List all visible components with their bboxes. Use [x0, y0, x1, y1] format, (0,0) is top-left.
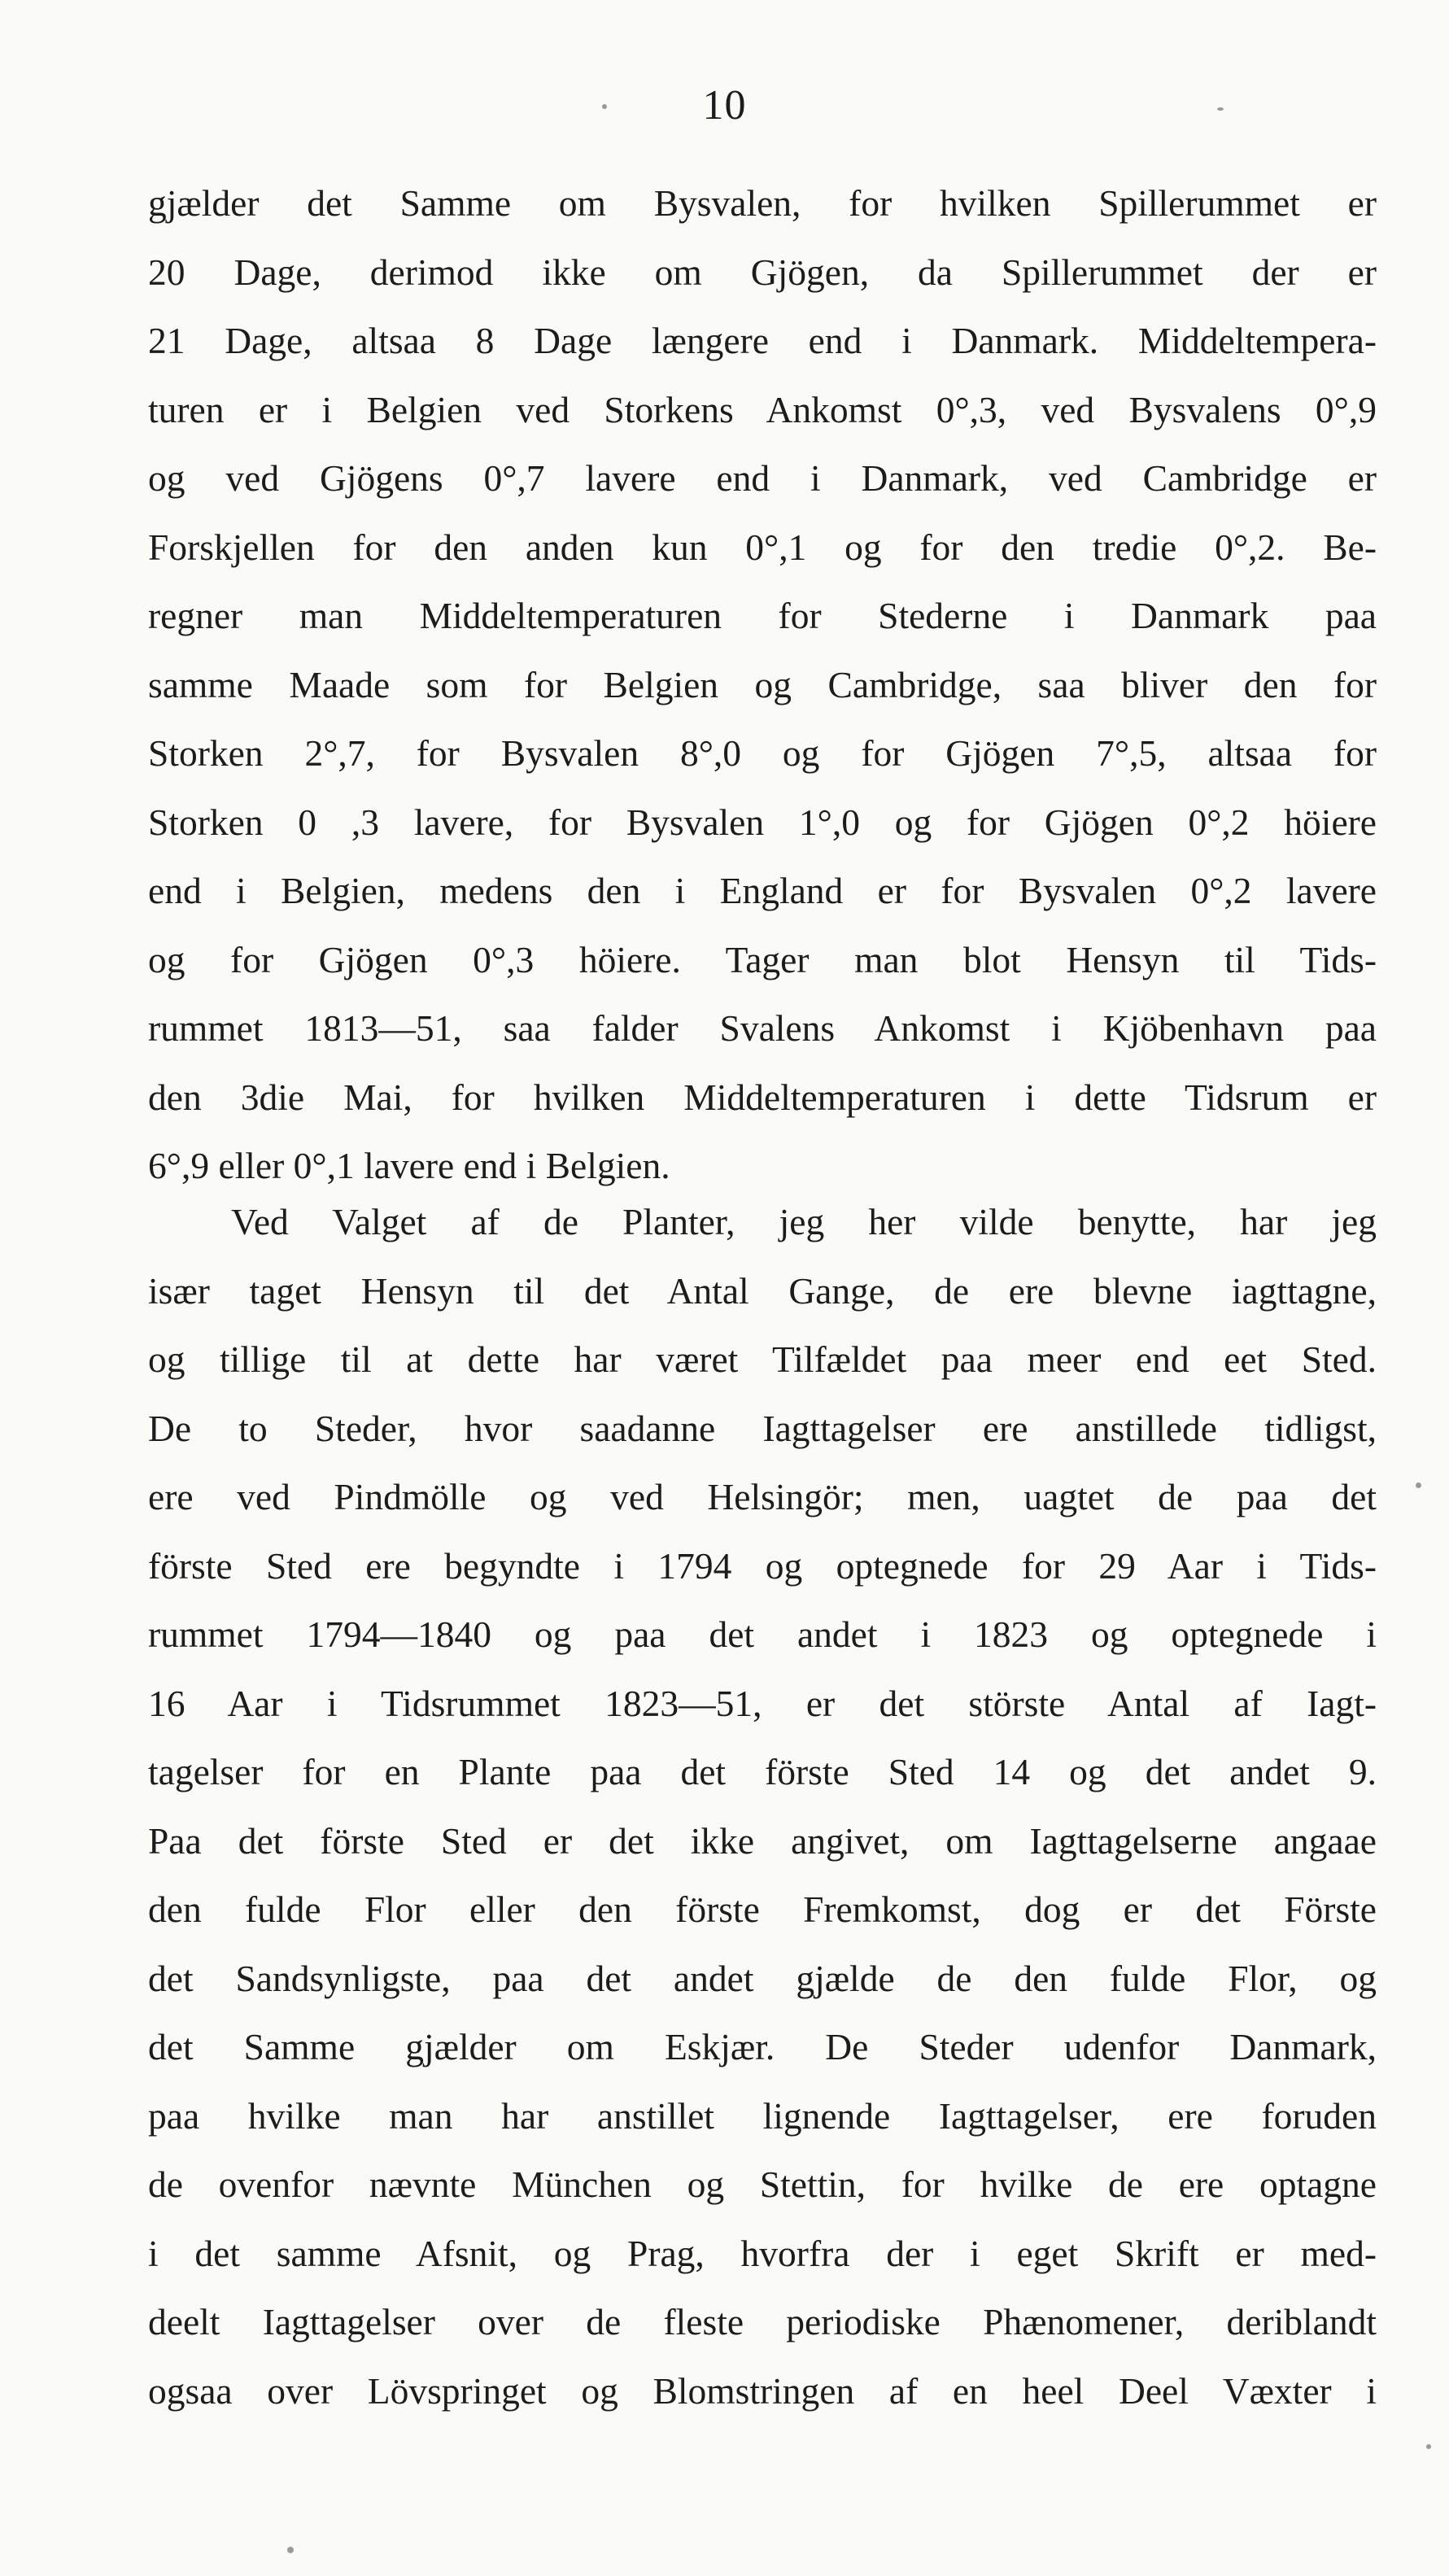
- page-number: 10: [702, 82, 747, 129]
- text-line: de ovenfor nævnte München og Stettin, for hvilke de ere optagne: [148, 2163, 1377, 2205]
- text-line: paa hvilke man har anstillet lignende Iagttagelser, ere foruden: [148, 2094, 1377, 2137]
- text-line: gjælder det Samme om Bysvalen, for hvilken Spillerummet er: [148, 182, 1377, 224]
- text-line: Paa det förste Sted er det ikke angivet, om Iagttagelserne angaae: [148, 1819, 1377, 1862]
- text-line: og ved Gjögens 0°,7 lavere end i Danmark, ved Cambridge er: [148, 457, 1377, 499]
- text-line: Storken 2°,7, for Bysvalen 8°,0 og for Gjögen 7°,5, altsaa for: [148, 732, 1377, 774]
- text-line: det Sandsynligste, paa det andet gjælde de den fulde Flor, og: [148, 1957, 1377, 1999]
- text-line: De to Steder, hvor saadanne Iagttagelser ere anstillede tidligst,: [148, 1407, 1377, 1449]
- print-speck: [602, 104, 607, 109]
- print-speck: [1217, 107, 1224, 111]
- text-line: 6°,9 eller 0°,1 lavere end i Belgien.: [148, 1145, 670, 1186]
- text-line: 20 Dage, derimod ikke om Gjögen, da Spillerummet der er: [148, 251, 1377, 293]
- text-line: det Samme gjælder om Eskjær. De Steder udenfor Danmark,: [148, 2026, 1377, 2067]
- text-line: 21 Dage, altsaa 8 Dage længere end i Danmark. Middeltempera-: [148, 320, 1377, 361]
- text-line: Ved Valget af de Planter, jeg her vilde benytte, har jeg: [231, 1201, 1377, 1242]
- text-line: regner man Middeltemperaturen for Stederne i Danmark paa: [148, 595, 1377, 636]
- text-line: rummet 1794—1840 og paa det andet i 1823 og optegnede i: [148, 1613, 1377, 1655]
- paragraph-2: [148, 1188, 1377, 2425]
- text-line: 16 Aar i Tidsrummet 1823—51, er det störste Antal af Iagt-: [148, 1682, 1377, 1724]
- text-line: og for Gjögen 0°,3 höiere. Tager man blot Hensyn til Tids-: [148, 938, 1377, 980]
- text-line: tagelser for en Plante paa det förste Sted 14 og det andet 9.: [148, 1751, 1377, 1792]
- text-line: rummet 1813—51, saa falder Svalens Ankomst i Kjöbenhavn paa: [148, 1007, 1377, 1049]
- text-line: ogsaa over Lövspringet og Blomstringen af en heel Deel Væxter i: [148, 2369, 1377, 2412]
- text-line: især taget Hensyn til det Antal Gange, de ere blevne iagttagne,: [148, 1269, 1377, 1312]
- text-line: og tillige til at dette har været Tilfældet paa meer end eet Sted.: [148, 1338, 1377, 1380]
- print-speck: [1416, 1482, 1421, 1488]
- text-line: turen er i Belgien ved Storkens Ankomst 0°,3, ved Bysvalens 0°,9: [148, 388, 1377, 430]
- text-line: samme Maade som for Belgien og Cambridge, saa bliver den for: [148, 663, 1377, 705]
- paragraph-1: [148, 169, 1377, 1201]
- text-line: den 3die Mai, for hvilken Middeltemperaturen i dette Tidsrum er: [148, 1076, 1377, 1118]
- text-line: deelt Iagttagelser over de fleste periodiske Phænomener, deriblandt: [148, 2301, 1377, 2342]
- text-line: end i Belgien, medens den i England er for Bysvalen 0°,2 lavere: [148, 870, 1377, 911]
- text-line: Forskjellen for den anden kun 0°,1 og for den tredie 0°,2. Be-: [148, 526, 1377, 568]
- text-line: Storken 0 ,3 lavere, for Bysvalen 1°,0 og for Gjögen 0°,2 höiere: [148, 801, 1377, 843]
- print-speck: [287, 2547, 294, 2553]
- text-line: den fulde Flor eller den förste Fremkomst, dog er det Förste: [148, 1888, 1377, 1930]
- text-line: ere ved Pindmölle og ved Helsingör; men, uagtet de paa det: [148, 1476, 1377, 1517]
- text-line: i det samme Afsnit, og Prag, hvorfra der i eget Skrift er med-: [148, 2232, 1377, 2274]
- print-speck: [1426, 2444, 1431, 2449]
- text-line: förste Sted ere begyndte i 1794 og optegnede for 29 Aar i Tids-: [148, 1544, 1377, 1587]
